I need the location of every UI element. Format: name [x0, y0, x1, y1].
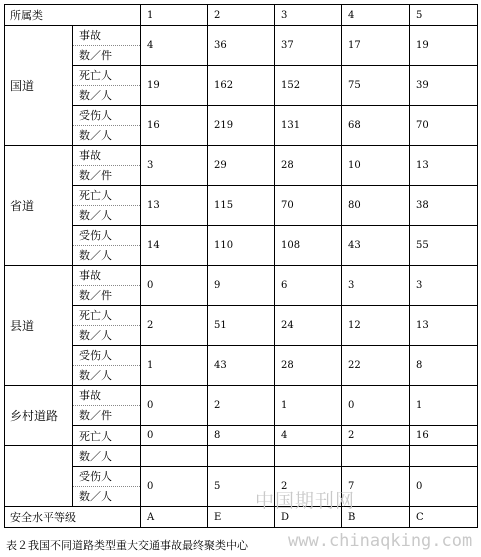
- header-col-4: 4: [342, 5, 410, 26]
- watermark-logo: 中国期刊网: [255, 490, 356, 512]
- group-label-shengdao: 省道: [5, 146, 73, 266]
- value-cell: 4: [141, 26, 208, 66]
- value-cell: 2: [342, 426, 410, 446]
- value-cell: 1: [410, 386, 478, 426]
- metric-label: 数／人: [73, 446, 141, 467]
- value-cell: 8: [410, 346, 478, 386]
- value-cell: [275, 446, 342, 467]
- value-cell: 2: [275, 467, 342, 507]
- value-cell: 3: [342, 266, 410, 306]
- value-cell: 13: [410, 306, 478, 346]
- value-cell: 3: [141, 146, 208, 186]
- value-cell: 16: [141, 106, 208, 146]
- value-cell: 28: [275, 146, 342, 186]
- metric-label: 受伤人 数／人: [73, 346, 141, 386]
- value-cell: 70: [410, 106, 478, 146]
- value-cell: [410, 446, 478, 467]
- value-cell: 7: [342, 467, 410, 507]
- table-row: [5, 446, 478, 467]
- value-cell: [208, 446, 275, 467]
- metric-label: 死亡人 数／人: [73, 186, 141, 226]
- value-cell: 12: [342, 306, 410, 346]
- value-cell: 1: [275, 386, 342, 426]
- metric-label: 事故 数／件: [73, 386, 141, 426]
- value-cell: 37: [275, 26, 342, 66]
- value-cell: 36: [208, 26, 275, 66]
- header-row: [5, 5, 478, 26]
- value-cell: 0: [141, 426, 208, 446]
- value-cell: 4: [275, 426, 342, 446]
- value-cell: 28: [275, 346, 342, 386]
- value-cell: 19: [410, 26, 478, 66]
- watermark-url: www.chinaqking.com: [288, 531, 473, 551]
- value-cell: 17: [342, 26, 410, 66]
- metric-label: 受伤人 数／人: [73, 226, 141, 266]
- header-col-3: 3: [275, 5, 342, 26]
- header-col-1: 1: [141, 5, 208, 26]
- value-cell: 29: [208, 146, 275, 186]
- value-cell: 6: [275, 266, 342, 306]
- value-cell: 219: [208, 106, 275, 146]
- table-row: [5, 146, 478, 186]
- value-cell: 0: [410, 467, 478, 507]
- value-cell: 10: [342, 146, 410, 186]
- value-cell: 162: [208, 66, 275, 106]
- table-row: [5, 26, 478, 66]
- value-cell: 13: [141, 186, 208, 226]
- value-cell: 13: [410, 146, 478, 186]
- value-cell: 152: [275, 66, 342, 106]
- value-cell: 22: [342, 346, 410, 386]
- value-cell: 115: [208, 186, 275, 226]
- value-cell: 8: [208, 426, 275, 446]
- table-row: [5, 106, 478, 146]
- accident-cluster-table: [4, 4, 478, 528]
- metric-label: 死亡人 数／人: [73, 66, 141, 106]
- value-cell: 16: [410, 426, 478, 446]
- safety-label: 安全水平等级: [5, 507, 141, 528]
- metric-label: 受伤人 数／人: [73, 467, 141, 507]
- value-cell: 19: [141, 66, 208, 106]
- value-cell: 68: [342, 106, 410, 146]
- safety-grade: B: [342, 507, 410, 528]
- table-row: [5, 66, 478, 106]
- table-row: [5, 426, 478, 446]
- value-cell: 131: [275, 106, 342, 146]
- value-cell: 14: [141, 226, 208, 266]
- value-cell: 9: [208, 266, 275, 306]
- header-col-5: 5: [410, 5, 478, 26]
- table-row: [5, 467, 478, 507]
- group-label-xiandao: 县道: [5, 266, 73, 386]
- value-cell: 5: [208, 467, 275, 507]
- header-corner: 所属类: [5, 5, 141, 26]
- safety-grade: C: [410, 507, 478, 528]
- table-row: [5, 226, 478, 266]
- value-cell: 110: [208, 226, 275, 266]
- value-cell: 24: [275, 306, 342, 346]
- group-label-xiangcun: 乡村道路: [5, 386, 73, 446]
- value-cell: [141, 446, 208, 467]
- safety-grade: A: [141, 507, 208, 528]
- value-cell: 80: [342, 186, 410, 226]
- table-caption: 表２我国不同道路类型重大交通事故最终聚类中心: [6, 539, 248, 552]
- safety-row: [5, 507, 478, 528]
- value-cell: 0: [342, 386, 410, 426]
- metric-label: 死亡人: [73, 426, 141, 446]
- table-row: [5, 346, 478, 386]
- metric-label: 事故 数／件: [73, 146, 141, 186]
- value-cell: 55: [410, 226, 478, 266]
- value-cell: 39: [410, 66, 478, 106]
- safety-grade: E: [208, 507, 275, 528]
- value-cell: [342, 446, 410, 467]
- value-cell: 38: [410, 186, 478, 226]
- metric-label: 受伤人 数／人: [73, 106, 141, 146]
- table-row: [5, 266, 478, 306]
- value-cell: 43: [342, 226, 410, 266]
- table-row: [5, 186, 478, 226]
- value-cell: 108: [275, 226, 342, 266]
- group-label-guodao: 国道: [5, 26, 73, 146]
- group-label-blank: [5, 446, 73, 507]
- value-cell: 70: [275, 186, 342, 226]
- table-row: [5, 306, 478, 346]
- value-cell: 0: [141, 266, 208, 306]
- value-cell: 43: [208, 346, 275, 386]
- safety-grade: D: [275, 507, 342, 528]
- value-cell: 2: [141, 306, 208, 346]
- table-row: [5, 386, 478, 426]
- value-cell: 3: [410, 266, 478, 306]
- value-cell: 0: [141, 386, 208, 426]
- value-cell: 75: [342, 66, 410, 106]
- value-cell: 2: [208, 386, 275, 426]
- value-cell: 1: [141, 346, 208, 386]
- metric-label: 死亡人 数／人: [73, 306, 141, 346]
- metric-label: 事故 数／件: [73, 266, 141, 306]
- header-col-2: 2: [208, 5, 275, 26]
- value-cell: 51: [208, 306, 275, 346]
- metric-label: 事故 数／件: [73, 26, 141, 66]
- value-cell: 0: [141, 467, 208, 507]
